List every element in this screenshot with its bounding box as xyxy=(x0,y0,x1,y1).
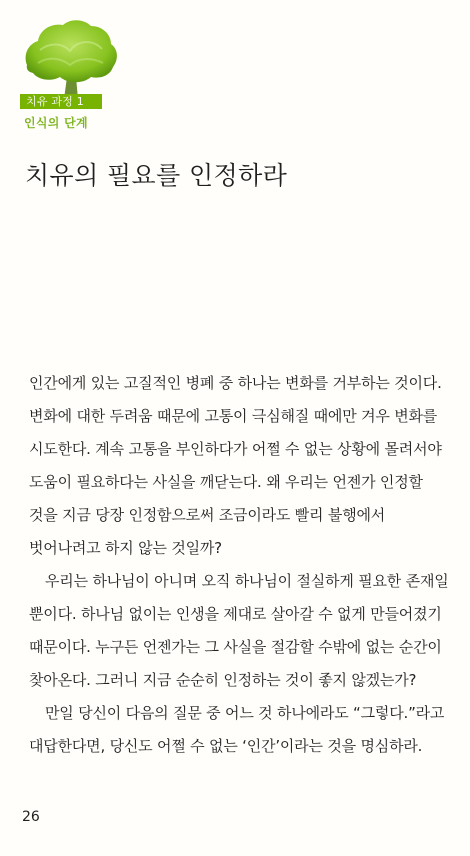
section-label-text: 치유 과정 1 xyxy=(26,95,84,108)
section-label xyxy=(20,94,102,109)
page-number: 26 xyxy=(22,809,40,825)
paragraph-2: 우리는 하나님이 아니며 오직 하나님이 절실하게 필요한 존재일 뿐이다. 하나님 없이는 인생을 제대로 살아갈 수 없게 만들어졌기 때문이다. 누구든 언젠가는 그 사실을 절감할 수밖에 없는 순간이 찾아온다. 그러니 지금 순순히 인정하는 것이 좋지 않겠는가? xyxy=(29,572,449,689)
paragraph-1: 인간에게 있는 고질적인 병폐 중 하나는 변화를 거부하는 것이다. 변화에 대한 두려움 때문에 고통이 극심해질 때에만 겨우 변화를 시도한다. 계속 고통을 부인하다가 어쩔 수 없는 상황에 몰려서야 도움이 필요하다는 사실을 깨닫는다. 왜 우리는 언젠가 인정할 것을 지금 당장 인정함으로써 조금이라도 빨리 불행에서 벗어나려고 하지 않는 것일까? xyxy=(29,374,442,557)
paragraph-3: 만일 당신이 다음의 질문 중 어느 것 하나에라도 “그렇다.”라고 대답한다면, 당신도 어쩔 수 없는 ‘인간’이라는 것을 명심하라. xyxy=(29,704,445,755)
chapter-title: 치유의 필요를 인정하라 xyxy=(25,161,288,190)
body-text xyxy=(29,367,453,763)
stage-label: 인식의 단계 xyxy=(24,116,88,130)
tree-icon xyxy=(20,16,120,100)
chapter-header xyxy=(20,16,120,130)
